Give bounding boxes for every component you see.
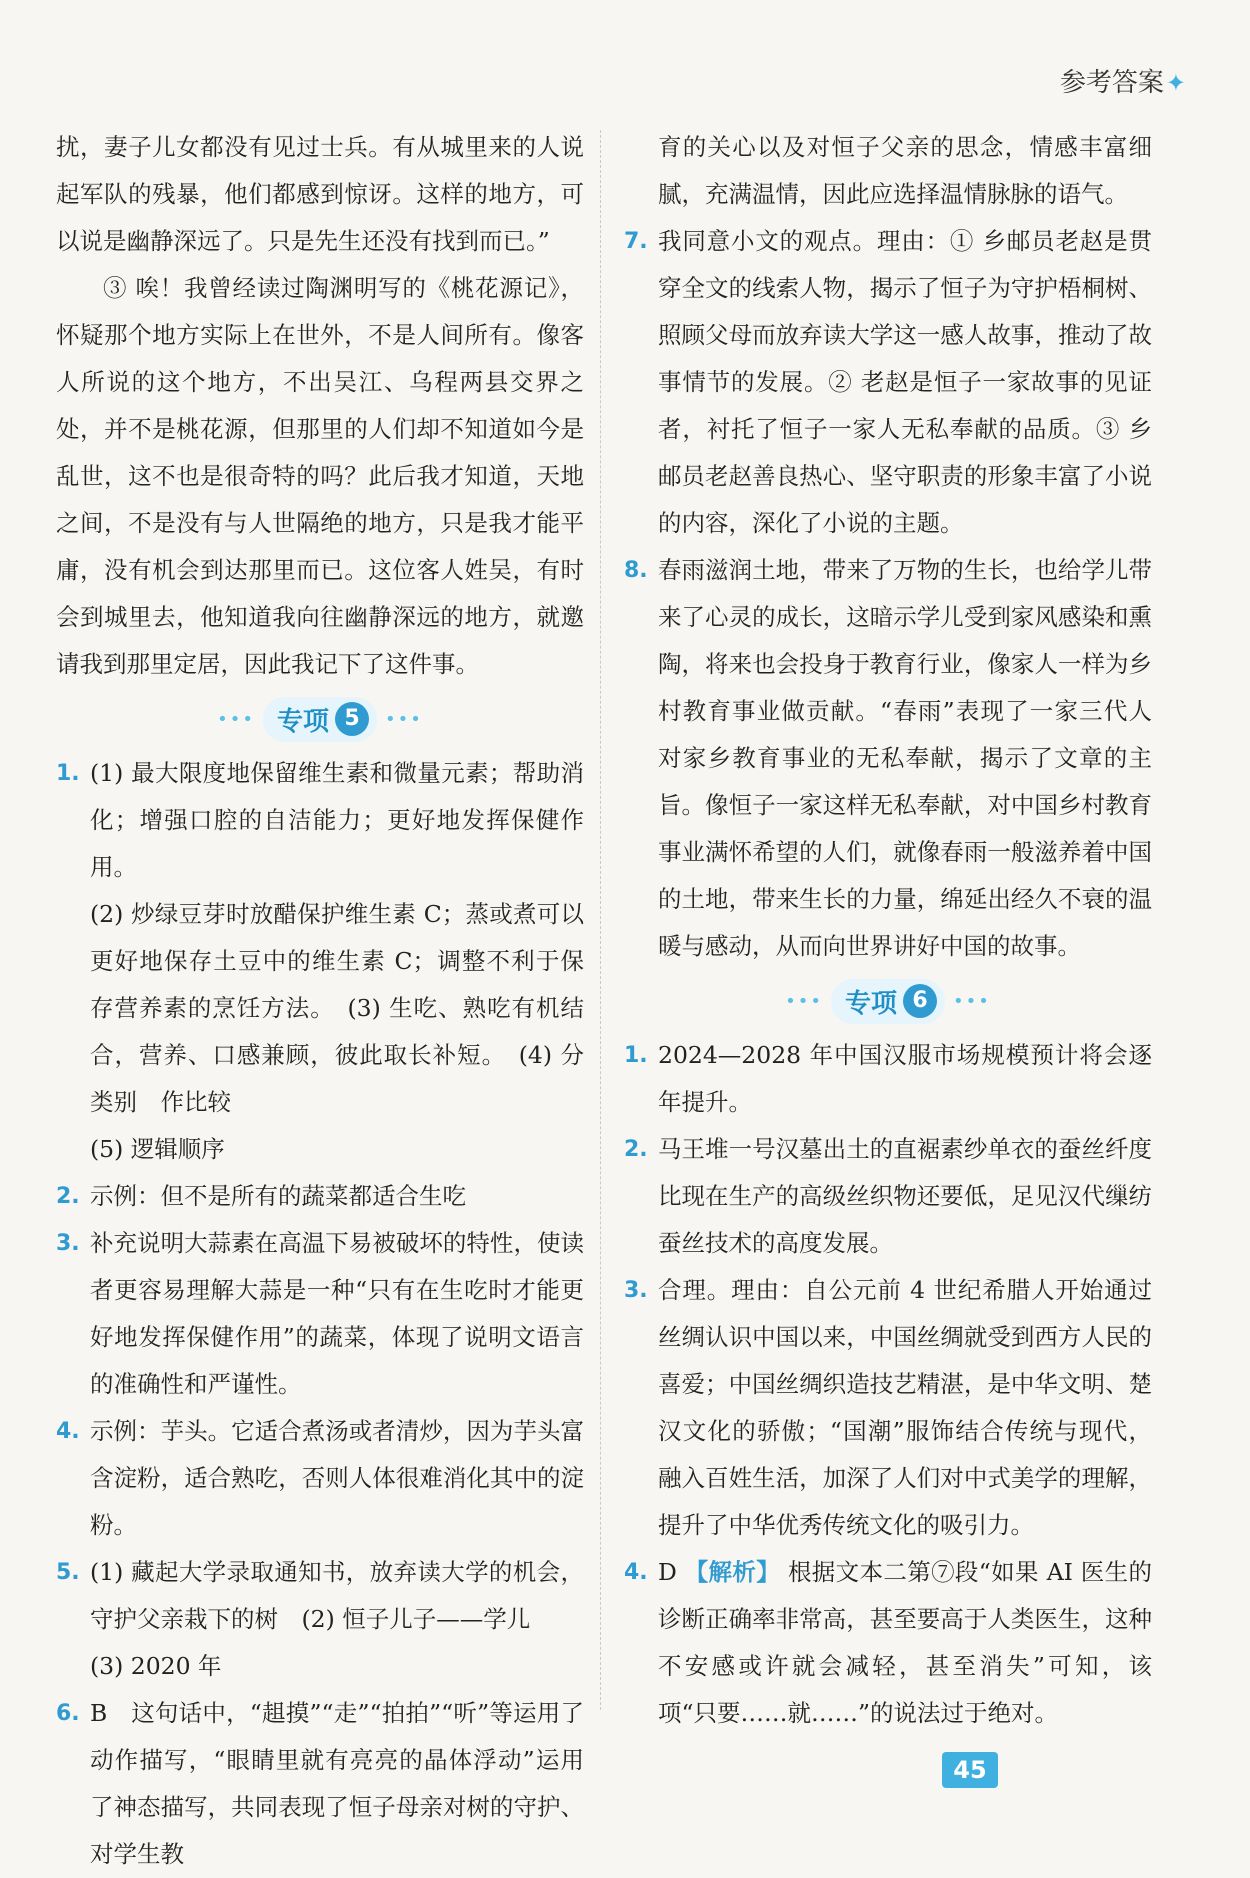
section-heading-5	[56, 688, 584, 750]
item-text: 2024—2028 年中国汉服市场规模预计将会逐年提升。	[658, 1041, 1152, 1116]
section-label: 专项	[276, 706, 329, 737]
section-pill	[263, 697, 377, 742]
section-heading-6	[624, 970, 1152, 1032]
answer-item	[56, 1408, 584, 1549]
answer-item	[56, 750, 584, 1173]
item-text: 补充说明大蒜素在高温下易被破坏的特性，使读者更容易理解大蒜是一种“只有在生吃时才能更好地发挥保健作用”的蔬菜，体现了说明文语言的准确性和严谨性。	[90, 1229, 584, 1398]
column-divider	[600, 130, 601, 1710]
item-text	[658, 1549, 1152, 1737]
answer-letter: D	[658, 1558, 677, 1586]
item-text: (3) 2020 年	[90, 1652, 222, 1680]
left-column	[56, 124, 584, 1878]
section-number: 5	[335, 702, 369, 736]
answer-item	[624, 1549, 1152, 1737]
item-number: 8.	[624, 558, 648, 583]
answer-item	[624, 1267, 1152, 1549]
item-number: 2.	[624, 1137, 648, 1162]
item-number: 2.	[56, 1184, 80, 1209]
item-text: 示例：芋头。它适合煮汤或者清炒，因为芋头富含淀粉，适合熟吃，否则人体很难消化其中的淀粉。	[90, 1417, 584, 1539]
continued-text: 育的关心以及对恒子父亲的思念，情感丰富细腻，充满温情，因此应选择温情脉脉的语气。	[658, 133, 1152, 208]
section-number: 6	[903, 984, 937, 1018]
answer-item	[624, 218, 1152, 547]
item-text: (2) 炒绿豆芽时放醋保护维生素 C；蒸或煮可以更好地保存土豆中的维生素 C；调整不利于保存营养素的烹饪方法。 (3) 生吃、熟吃有机结合，营养、口感兼顾，彼此取长补短。 (4) 分类别 作比较	[90, 900, 584, 1116]
answer-item	[56, 1690, 584, 1878]
right-column	[624, 124, 1152, 1737]
item-text: (1) 藏起大学录取通知书，放弃读大学的机会，守护父亲栽下的树 (2) 恒子儿子——学儿	[90, 1558, 584, 1633]
item-number: 6.	[56, 1701, 80, 1726]
dots-decoration-icon: •••	[217, 708, 255, 730]
item-text: B 这句话中，“趄摸”“走”“拍拍”“听”等运用了动作描写，“眼睛里就有亮亮的晶体浮动”运用了神态描写，共同表现了恒子母亲对树的守护、对学生教	[90, 1699, 584, 1868]
answer-item	[624, 547, 1152, 970]
dots-decoration-icon: •••	[953, 990, 991, 1012]
answer-item	[56, 1220, 584, 1408]
answer-item	[624, 1032, 1152, 1126]
item-number: 4.	[624, 1560, 648, 1585]
item-number: 3.	[56, 1231, 80, 1256]
answer-item	[56, 1173, 584, 1220]
analysis-tag: 【解析】	[684, 1558, 781, 1586]
item-number: 7.	[624, 229, 648, 254]
dots-decoration-icon: •••	[385, 708, 423, 730]
item-text: (1) 最大限度地保留维生素和微量元素；帮助消化；增强口腔的自洁能力；更好地发挥保健作用。	[90, 759, 584, 881]
analysis-text: 根据文本二第⑦段“如果 AI 医生的诊断正确率非常高，甚至要高于人类医生，这种不安感或许就会减轻，甚至消失”可知，该项“只要……就……”的说法过于绝对。	[658, 1558, 1152, 1727]
item-number: 1.	[56, 761, 80, 786]
item-text: 合理。理由：自公元前 4 世纪希腊人开始通过丝绸认识中国以来，中国丝绸就受到西方人民的喜爱；中国丝绸织造技艺精湛，是中华文明、楚汉文化的骄傲；“国潮”服饰结合传统与现代，融入百姓生活，加深了人们对中式美学的理解，提升了中华优秀传统文化的吸引力。	[658, 1276, 1152, 1539]
passage-paragraph: 扰，妻子儿女都没有见过士兵。有从城里来的人说起军队的残暴，他们都感到惊讶。这样的地方，可以说是幽静深远了。只是先生还没有找到而已。”	[56, 133, 584, 255]
item-text: 示例：但不是所有的蔬菜都适合生吃	[90, 1182, 466, 1210]
item-text: 我同意小文的观点。理由：① 乡邮员老赵是贯穿全文的线索人物，揭示了恒子为守护梧桐树、照顾父母而放弃读大学这一感人故事，推动了故事情节的发展。② 老赵是恒子一家故事的见证者，衬托了恒子一家人无私奉献的品质。③ 乡邮员老赵善良热心、坚守职责的形象丰富了小说的内容，深化了小说的主题。	[658, 227, 1152, 537]
section-pill	[831, 979, 945, 1024]
item-number: 1.	[624, 1043, 648, 1068]
item-number: 4.	[56, 1419, 80, 1444]
dots-decoration-icon: •••	[785, 990, 823, 1012]
star-icon: ✦	[1165, 69, 1186, 97]
item-number: 5.	[56, 1560, 80, 1585]
header-title: 参考答案	[1059, 68, 1164, 98]
answer-item	[56, 1549, 584, 1690]
answer-item	[624, 1126, 1152, 1267]
section-label: 专项	[844, 988, 897, 1019]
page-header	[1060, 62, 1186, 99]
page-number: 45	[942, 1752, 998, 1788]
passage-paragraph: ③ 唉！我曾经读过陶渊明写的《桃花源记》，怀疑那个地方实际上在世外，不是人间所有。像客人所说的这个地方，不出吴江、乌程两县交界之处，并不是桃花源，但那里的人们却不知道如今是乱世，这不也是很奇特的吗？此后我才知道，天地之间，不是没有与人世隔绝的地方，只是我才能平庸，没有机会到达那里而已。这位客人姓吴，有时会到城里去，他知道我向往幽静深远的地方，就邀请我到那里定居，因此我记下了这件事。	[56, 274, 584, 678]
item-text: 春雨滋润土地，带来了万物的生长，也给学儿带来了心灵的成长，这暗示学儿受到家风感染和熏陶，将来也会投身于教育行业，像家人一样为乡村教育事业做贡献。“春雨”表现了一家三代人对家乡教育事业的无私奉献，揭示了文章的主旨。像恒子一家这样无私奉献，对中国乡村教育事业满怀希望的人们，就像春雨一般滋养着中国的土地，带来生长的力量，绵延出经久不衰的温暖与感动，从而向世界讲好中国的故事。	[658, 556, 1152, 960]
item-text: 马王堆一号汉墓出土的直裾素纱单衣的蚕丝纤度比现在生产的高级丝织物还要低，足见汉代缫纺蚕丝技术的高度发展。	[658, 1135, 1152, 1257]
item-number: 3.	[624, 1278, 648, 1303]
item-text: (5) 逻辑顺序	[90, 1135, 225, 1163]
